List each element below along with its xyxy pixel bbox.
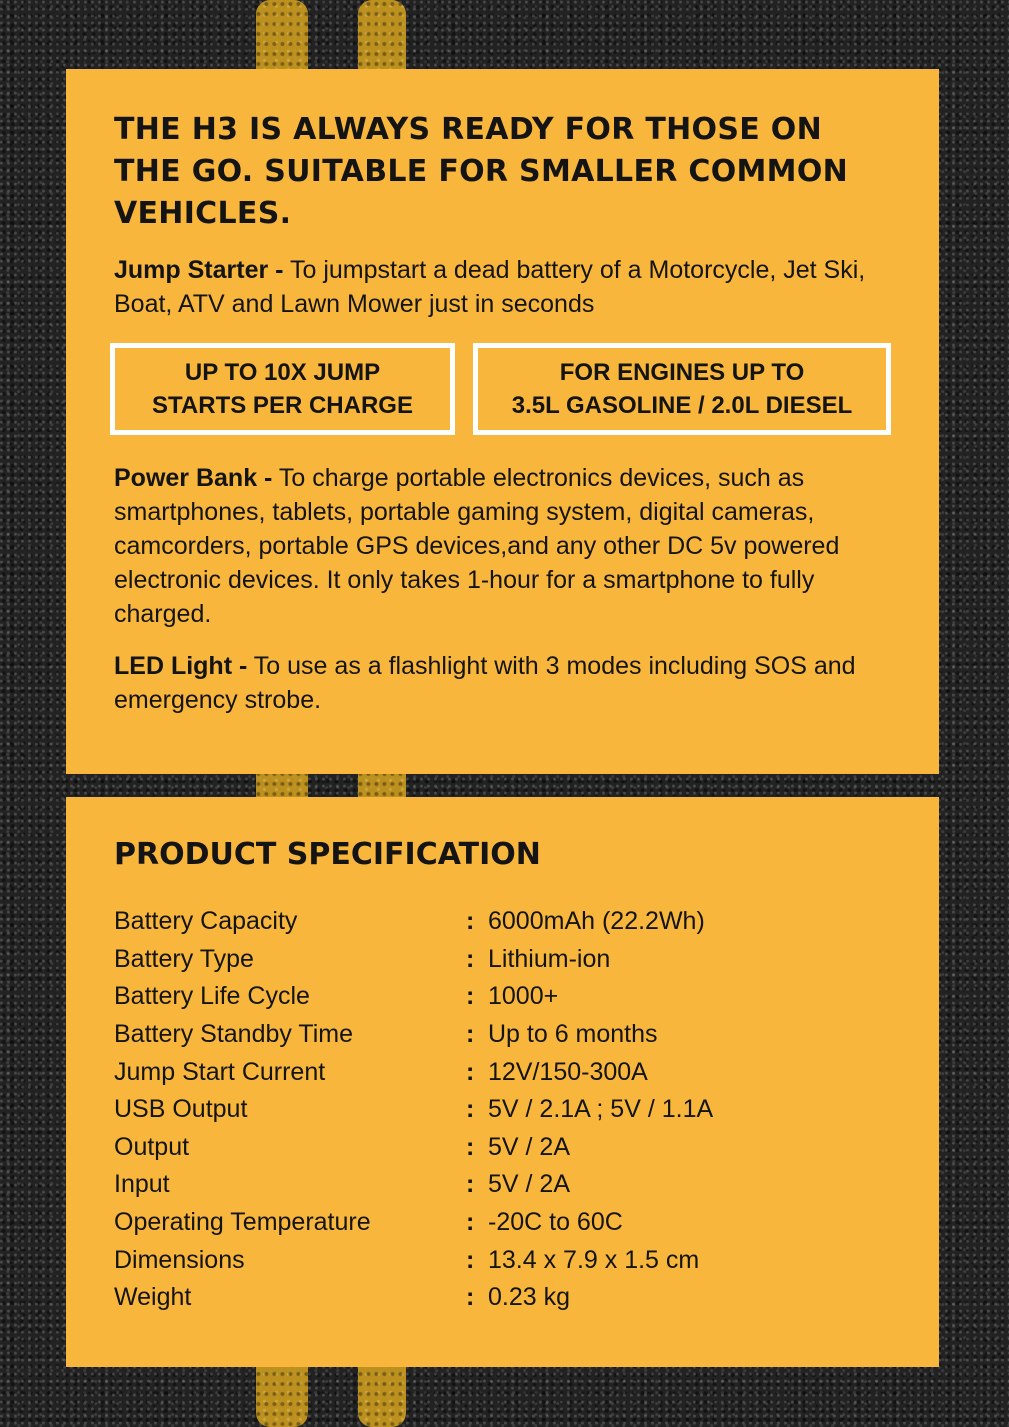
led-light-term: LED Light - (114, 652, 248, 680)
jump-starter-text: To jumpstart a dead battery of a Motorcycle, Jet Ski, Boat, ATV and Lawn Mower just in seconds (114, 256, 866, 318)
features-panel (66, 69, 939, 774)
headline: THE H3 IS ALWAYS READY FOR THOSE ON THE GO. SUITABLE FOR SMALLER COMMON VEHICLES. (114, 112, 849, 231)
spec-row (114, 1053, 713, 1091)
badge-line: 3.5L GASOLINE / 2.0L DIESEL (511, 392, 853, 419)
spec-row (114, 1016, 713, 1054)
spec-label: Battery Type (114, 944, 254, 973)
spec-label: Battery Life Cycle (114, 982, 310, 1011)
spec-label: Battery Capacity (114, 907, 298, 936)
spec-separator: : (466, 907, 475, 936)
spec-row (114, 1166, 713, 1204)
spec-separator: : (466, 982, 475, 1011)
spec-separator: : (466, 1095, 475, 1124)
jump-starts-badge (110, 343, 455, 435)
spec-value: 5V / 2.1A ; 5V / 1.1A (488, 1095, 714, 1124)
badge-line: STARTS PER CHARGE (152, 392, 413, 419)
spec-value: 5V / 2A (488, 1132, 570, 1161)
jump-starter-term: Jump Starter - (114, 256, 284, 284)
spec-row (114, 1279, 713, 1317)
spec-value: 5V / 2A (488, 1170, 570, 1199)
power-bank-description (114, 461, 891, 631)
spec-value: 0.23 kg (488, 1283, 571, 1312)
jump-starter-description (114, 253, 891, 321)
led-light-text: To use as a flashlight with 3 modes including SOS and emergency strobe. (114, 652, 856, 714)
power-bank-term: Power Bank - (114, 464, 273, 492)
spec-row (114, 1204, 713, 1242)
spec-separator: : (466, 1132, 475, 1161)
spec-value: Up to 6 months (488, 1020, 658, 1049)
specification-panel (66, 797, 939, 1367)
spec-value: 6000mAh (22.2Wh) (488, 907, 705, 936)
spec-label: Battery Standby Time (114, 1020, 354, 1049)
engine-size-badge (473, 343, 891, 435)
spec-label: Jump Start Current (114, 1057, 326, 1086)
spec-separator: : (466, 1283, 475, 1312)
spec-table (114, 903, 713, 1317)
power-bank-text: To charge portable electronics devices, such as smartphones, tablets, portable gaming system, digital cameras, camcorders, portable GPS devices,and any other DC 5v powered electronic devices. It only takes 1-hour for a smartphone to fully charged. (114, 464, 840, 628)
badge-line: UP TO 10X JUMP (184, 359, 381, 386)
spec-row (114, 1241, 713, 1279)
badge-row (110, 343, 891, 435)
spec-label: Output (114, 1132, 190, 1161)
spec-label: Input (114, 1170, 170, 1199)
spec-label: Operating Temperature (114, 1208, 371, 1237)
spec-row (114, 978, 713, 1016)
spec-value: 12V/150-300A (488, 1057, 648, 1086)
spec-row (114, 1091, 713, 1129)
spec-separator: : (466, 944, 475, 973)
spec-separator: : (466, 1208, 475, 1237)
spec-separator: : (466, 1020, 475, 1049)
spec-value: Lithium-ion (488, 944, 611, 973)
spec-row (114, 903, 713, 941)
spec-title: PRODUCT SPECIFICATION (114, 837, 541, 872)
spec-row (114, 1129, 713, 1167)
spec-separator: : (466, 1170, 475, 1199)
spec-label: USB Output (114, 1095, 248, 1124)
spec-separator: : (466, 1057, 475, 1086)
led-light-description (114, 649, 891, 717)
spec-label: Dimensions (114, 1245, 245, 1274)
spec-value: 13.4 x 7.9 x 1.5 cm (488, 1245, 700, 1274)
badge-line: FOR ENGINES UP TO (559, 359, 805, 386)
spec-value: -20C to 60C (488, 1208, 623, 1237)
spec-row (114, 941, 713, 979)
spec-separator: : (466, 1245, 475, 1274)
spec-label: Weight (114, 1283, 192, 1312)
spec-value: 1000+ (488, 982, 559, 1011)
